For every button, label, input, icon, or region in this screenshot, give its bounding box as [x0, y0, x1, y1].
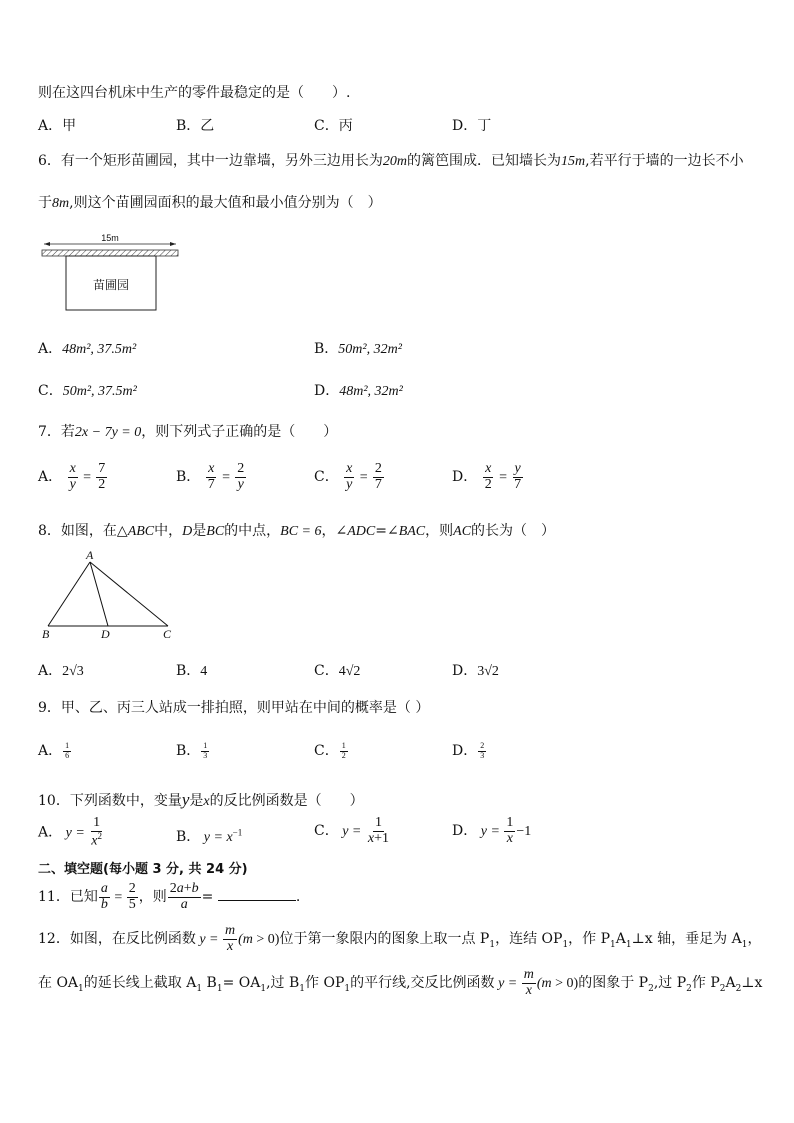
- fraction: $\frac{2a+b}{a}$: [169, 881, 199, 912]
- q12-text: ⊥x 轴，垂足为 A: [631, 931, 742, 948]
- arrow-left: [44, 242, 50, 246]
- fraction: $\frac{1}{6}$: [65, 741, 70, 760]
- q8-text: 的中点，: [224, 523, 281, 539]
- option-letter: D．: [314, 383, 340, 399]
- q10-option-b[interactable]: B． $y = x^{-1}$: [176, 827, 243, 845]
- option-value: 48m², 32m²: [339, 384, 403, 399]
- q12-text: ，: [747, 931, 762, 948]
- q8-stem: [38, 520, 555, 540]
- q12-text: ，作 P: [568, 931, 611, 948]
- q6-figure: [36, 232, 186, 318]
- q6-math: 8m: [52, 196, 70, 211]
- q8-math: ABC: [127, 524, 155, 539]
- q8-math: BAC: [398, 524, 426, 539]
- label-c: C: [163, 627, 172, 640]
- q7-math: 2x − 7y = 0: [74, 425, 142, 440]
- q8-math: ADC: [347, 524, 376, 539]
- fraction: $\frac{1}{x^2}$: [91, 815, 103, 849]
- fraction: $\frac{y}{7}$: [514, 461, 522, 492]
- fraction: $\frac{m}{x}$: [225, 923, 236, 954]
- segment-ac: [90, 562, 168, 626]
- option-letter: A．: [38, 469, 63, 486]
- q12-text: ,过 P: [653, 975, 687, 992]
- q6-text: ,则这个苗圃园面积的最大值和最小值分别为（ ）: [69, 195, 382, 211]
- q12-line2: 在 $OA_1$的延长线上截取 $A_1$ $B_1= OA_1$,过 $B_1$作 $OP_1$的平行线,交反比例函数 y = $\frac{m}{x}$ (m > 0)的图象于 $P_2$,过 $P_2$作 $P_2A_2\perp x$: [38, 967, 763, 998]
- fraction: $\frac{a}{b}$: [100, 881, 108, 912]
- wall-length-label: 15m: [101, 233, 119, 243]
- q12-line1: 12．如图，在反比例函数 y = $\frac{m}{x}$ (m > 0)位于第一象限内的图象上取一点 $P_1$，连结 $OP_1$，作 $P_1A_1\perp x$ 轴，垂足为 $A_1$，: [38, 923, 762, 954]
- q6-text: 6．有一个矩形苗圃园，其中一边靠墙，另外三边用长为: [38, 153, 383, 169]
- q12-text: 作 OP: [305, 975, 345, 992]
- q9-option-d[interactable]: [452, 740, 487, 760]
- fraction: $\frac{2}{5}$: [128, 881, 136, 912]
- option-letter: A．: [38, 341, 63, 357]
- q10-math: y: [181, 790, 190, 809]
- option-letter: C．: [314, 743, 339, 759]
- option-letter: B．: [176, 829, 201, 845]
- q8-text: 中，: [154, 523, 183, 539]
- fraction: $\frac{x}{7}$: [207, 461, 215, 492]
- fraction: $\frac{2}{y}$: [237, 461, 245, 492]
- q11-text: =: [201, 889, 218, 906]
- option-letter: C．: [314, 469, 339, 486]
- option-value: 4: [200, 664, 208, 679]
- q12-text: 在 OA: [38, 975, 79, 992]
- section-title: 二、填空题(每小题 3 分, 共 24 分): [38, 862, 248, 877]
- q12-text: 的图象于 P: [578, 975, 649, 992]
- q8-option-a[interactable]: [38, 660, 84, 680]
- q10-option-d[interactable]: D． y = $\frac{1}{x}$ −1: [452, 815, 532, 846]
- q8-option-c[interactable]: [314, 660, 360, 680]
- garden-label: 苗圃园: [92, 278, 130, 292]
- fraction: $\frac{2}{7}$: [374, 461, 382, 492]
- fraction: $\frac{7}{2}$: [98, 461, 106, 492]
- label-d: D: [101, 627, 110, 640]
- q6-math: 20m: [382, 154, 408, 169]
- q8-triangle-figure: [38, 548, 183, 640]
- q7-stem: [38, 421, 337, 441]
- fraction: $\frac{m}{x}$: [523, 967, 534, 998]
- option-letter: C．: [38, 383, 63, 399]
- q10-text: 的反比例函数是（ ）: [209, 793, 364, 809]
- q8-text: =∠: [375, 523, 399, 539]
- q11-text: ，则: [138, 889, 167, 906]
- q8-text: ，∠: [321, 523, 348, 539]
- fraction: $\frac{1}{2}$: [341, 741, 346, 760]
- q8-math: BC = 6: [280, 524, 322, 539]
- option-letter: C．: [314, 823, 339, 840]
- q8-math: AC: [453, 524, 472, 539]
- option-letter: D．: [452, 663, 478, 679]
- option-value: 2√3: [62, 664, 84, 679]
- fraction: $\frac{x}{2}$: [484, 461, 492, 492]
- q6-math: 15m: [561, 154, 586, 169]
- q12-text: 位于第一象限内的图象上取一点 P: [279, 931, 490, 948]
- fraction: $\frac{1}{x}$: [506, 815, 514, 846]
- fraction: $\frac{x}{y}$: [346, 461, 353, 492]
- q8-option-d[interactable]: [452, 660, 499, 680]
- q10-math: x: [203, 794, 210, 809]
- q8-text: ，则: [425, 523, 454, 539]
- option-letter: B．: [176, 469, 201, 486]
- option-letter: D．: [452, 469, 478, 486]
- segment-ab: [48, 562, 90, 626]
- q5-option-a[interactable]: A．甲: [38, 118, 77, 134]
- option-value: 50m², 32m²: [338, 342, 402, 357]
- q12-text: ⊥x: [741, 975, 763, 992]
- q10-text: 10．下列函数中，变量: [38, 793, 182, 809]
- option-value: 48m², 37.5m²: [62, 342, 137, 357]
- q6-option-b[interactable]: [314, 338, 402, 358]
- q11-text: .: [295, 889, 301, 906]
- q12-text: 的平行线,交反比例函数: [350, 975, 495, 992]
- q9-option-a[interactable]: [38, 740, 72, 760]
- option-value: 3√2: [477, 664, 499, 679]
- q10-option-c[interactable]: C． y = $\frac{1}{x+1}$: [314, 815, 390, 846]
- fraction: $\frac{1}{3}$: [203, 741, 208, 760]
- q7-option-c[interactable]: C． $\frac{x}{y}$ = $\frac{2}{7}$: [314, 461, 382, 492]
- fraction: $\frac{1}{x+1}$: [367, 815, 390, 846]
- label-b: B: [42, 627, 50, 640]
- option-letter: B．: [176, 663, 201, 679]
- option-letter: C．: [314, 663, 339, 679]
- q5-option-d[interactable]: D．丁: [452, 118, 492, 134]
- option-letter: A．: [38, 743, 63, 759]
- q7-text: ，则下列式子正确的是（ ）: [141, 424, 338, 440]
- q8-text: 的长为（ ）: [471, 523, 556, 539]
- q5-option-c[interactable]: C．丙: [314, 118, 353, 134]
- q8-option-b[interactable]: [176, 660, 207, 680]
- q11-stem: 11．已知 $\frac{a}{b}$ = $\frac{2}{5}$ ，则 $\frac{2a+b}{a}$ = .: [38, 881, 301, 912]
- q12-text: ，连结 OP: [495, 931, 563, 948]
- q10-stem: [38, 790, 364, 810]
- option-letter: B．: [176, 743, 201, 759]
- q6-option-d[interactable]: [314, 380, 403, 400]
- option-letter: D．: [452, 823, 478, 840]
- wall-hatch: [42, 250, 178, 256]
- label-a: A: [86, 548, 94, 562]
- q6-text: 于: [38, 195, 52, 211]
- q11-text: 11．已知: [38, 889, 98, 906]
- q9-option-c[interactable]: [314, 740, 349, 760]
- fraction: $\frac{2}{3}$: [480, 741, 485, 760]
- q10-text: 是: [189, 793, 204, 809]
- q12-text: B: [202, 975, 217, 992]
- q5-option-b[interactable]: B．乙: [176, 118, 215, 134]
- q8-math: D: [182, 524, 193, 539]
- q7-option-d[interactable]: D． $\frac{x}{2}$ = $\frac{y}{7}$: [452, 461, 522, 492]
- q12-text: 作 P: [691, 975, 720, 992]
- arrow-right: [170, 242, 176, 246]
- q7-option-b[interactable]: B． $\frac{x}{7}$ = $\frac{2}{y}$: [176, 461, 245, 492]
- option-letter: A．: [38, 663, 63, 679]
- q6-text: 的篱笆围成．已知墙长为: [407, 153, 562, 169]
- q12-text: ,过 B: [266, 975, 300, 992]
- q6-stem-line1: [38, 150, 744, 170]
- q9-stem: 9．甲、乙、丙三人站成一排拍照，则甲站在中间的概率是（ ）: [38, 700, 430, 716]
- q9-option-b[interactable]: [176, 740, 210, 760]
- option-value: 4√2: [338, 664, 361, 679]
- q12-text: 12．如图，在反比例函数: [38, 931, 196, 948]
- q7-option-a[interactable]: A． $\frac{x}{y}$ = $\frac{7}{2}$: [38, 461, 106, 492]
- q6-text: ,若平行于墙的一边长不小: [585, 153, 744, 169]
- answer-blank[interactable]: [218, 886, 296, 901]
- q10-option-a[interactable]: A． y = $\frac{1}{x^2}$: [38, 815, 103, 849]
- q7-text: 7．若: [38, 424, 75, 440]
- q12-text: 的延长线上截取 A: [83, 975, 197, 992]
- q8-text: 8．如图，在△: [38, 523, 128, 539]
- q6-option-a[interactable]: [38, 338, 136, 358]
- option-letter: D．: [452, 743, 478, 759]
- q5-stem: 则在这四台机床中生产的零件最稳定的是（ ）.: [38, 85, 351, 101]
- option-letter: A．: [38, 824, 63, 841]
- q8-math: BC: [206, 524, 225, 539]
- q6-stem-line2: [38, 192, 382, 212]
- q12-text: = OA: [222, 975, 261, 992]
- fraction: $\frac{x}{y}$: [69, 461, 76, 492]
- option-letter: B．: [314, 341, 339, 357]
- q6-option-c[interactable]: [38, 380, 137, 400]
- q8-text: 是: [192, 523, 207, 539]
- option-value: 50m², 37.5m²: [62, 384, 137, 399]
- segment-ad: [90, 562, 108, 626]
